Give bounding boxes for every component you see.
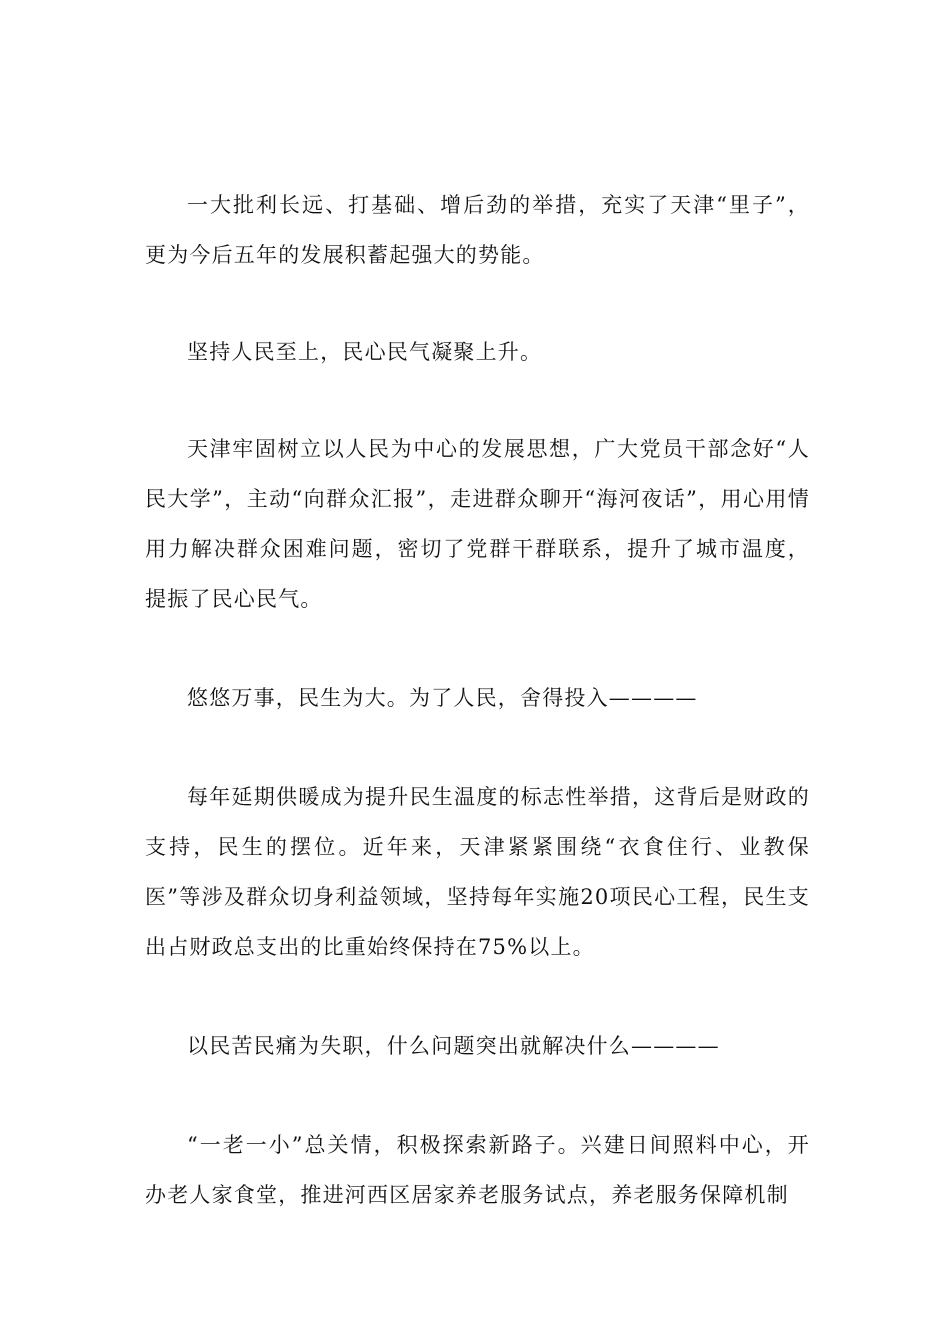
paragraph-6: 以民苦民痛为失职，什么问题突出就解决什么———— — [187, 1034, 720, 1058]
paragraph-4: 悠悠万事，民生为大。为了人民，舍得投入———— — [187, 686, 698, 710]
paragraph-7: “一老一小”总关情，积极探索新路子。兴建日间照料中心，开办老人家食堂，推进河西区居家养老服务试点，养老服务保障机制 — [145, 1133, 810, 1207]
paragraph-2: 坚持人民至上，民心民气凝聚上升。 — [187, 340, 543, 364]
paragraph-5: 每年延期供暖成为提升民生温度的标志性举措，这背后是财政的支持，民生的摆位。近年来，天津紧紧围绕“衣食住行、业教保医”等涉及群众切身利益领域，坚持每年实施20项民心工程，民生支出占财政总支出的比重始终保持在75%以上。 — [145, 785, 810, 959]
paragraph-1: 一大批利长远、打基础、增后劲的举措，充实了天津“里子”，更为今后五年的发展积蓄起强大的势能。 — [145, 193, 810, 267]
paragraph-3: 天津牢固树立以人民为中心的发展思想，广大党员干部念好“人民大学”，主动“向群众汇报”，走进群众聊开“海河夜话”，用心用情用力解决群众困难问题，密切了党群干群联系，提升了城市温度，提振了民心民气。 — [145, 437, 810, 611]
